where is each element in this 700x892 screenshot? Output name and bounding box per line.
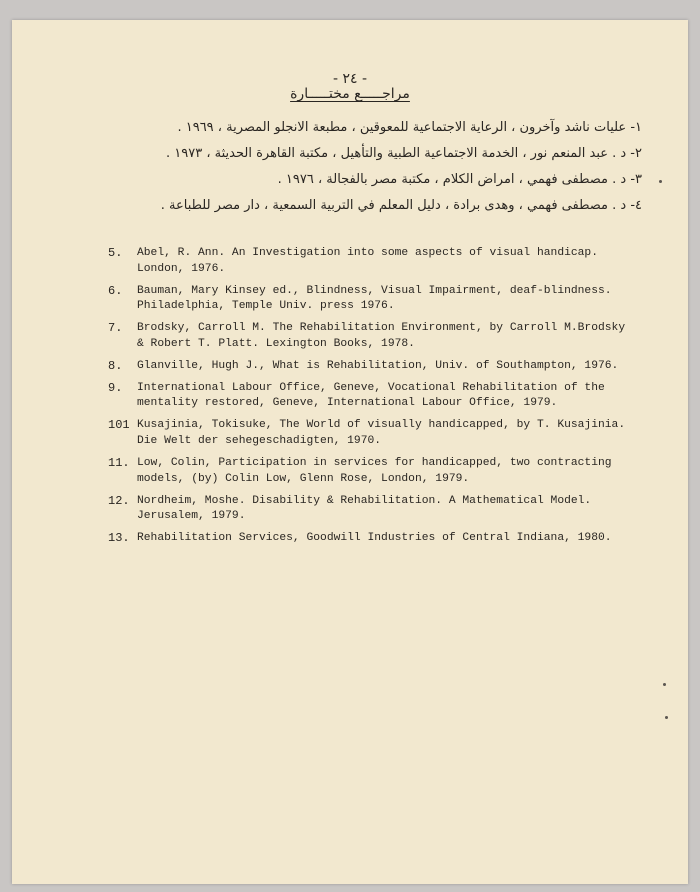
arabic-reference-list bbox=[52, 120, 642, 224]
page-number: - ٢٤ - bbox=[332, 71, 368, 87]
reference-number: 8. bbox=[108, 358, 123, 373]
reference-item bbox=[108, 284, 648, 315]
reference-item bbox=[108, 359, 648, 375]
reference-text: Nordheim, Moshe. Disability & Rehabilitation. A Mathematical Model. Jerusalem, 1979. bbox=[137, 494, 592, 523]
reference-number: 6. bbox=[108, 283, 123, 298]
reference-text: Brodsky, Carroll M. The Rehabilitation Environment, by Carroll M.Brodsky & Robert T. Platt. Lexington Books, 1978. bbox=[137, 322, 626, 350]
arabic-reference-item: ٣- د . مصطفى فهمي ، امراض الكلام ، مكتبة مصر بالفجالة ، ١٩٧٦ . bbox=[277, 172, 642, 187]
reference-item bbox=[108, 321, 648, 352]
paper-speck bbox=[663, 683, 666, 686]
reference-number: 13. bbox=[108, 531, 130, 546]
reference-number: 11. bbox=[108, 456, 130, 471]
reference-number: 12. bbox=[108, 493, 130, 508]
reference-text: Low, Colin, Participation in services for handicapped, two contracting models, (by) Colin Low, Glenn Rose, London, 1979. bbox=[137, 457, 612, 485]
reference-text: Rehabilitation Services, Goodwill Industries of Central Indiana, 1980. bbox=[137, 532, 612, 545]
reference-number: 5. bbox=[108, 246, 123, 260]
reference-item bbox=[108, 531, 648, 547]
reference-item bbox=[108, 456, 648, 487]
paper-speck bbox=[665, 716, 668, 719]
reference-text: Glanville, Hugh J., What is Rehabilitation, Univ. of Southampton, 1976. bbox=[137, 359, 619, 372]
reference-item bbox=[108, 494, 648, 525]
reference-list bbox=[108, 246, 648, 553]
page-title bbox=[12, 86, 688, 102]
reference-number: 7. bbox=[108, 321, 123, 336]
document-page bbox=[12, 20, 688, 884]
reference-number: 9. bbox=[108, 380, 123, 395]
reference-text: Abel, R. Ann. An Investigation into some aspects of visual handicap. London, 1976. bbox=[137, 247, 598, 275]
reference-item bbox=[108, 381, 648, 412]
reference-text: Kusajinia, Tokisuke, The World of visually handicapped, by T. Kusajinia. Die Welt der sehegeschadigten, 1970. bbox=[137, 419, 626, 447]
reference-number: 101 bbox=[108, 418, 130, 433]
reference-text: Bauman, Mary Kinsey ed., Blindness, Visual Impairment, deaf-blindness. Philadelphia, Temple Univ. press 1976. bbox=[137, 284, 612, 313]
reference-text: International Labour Office, Geneve, Vocational Rehabilitation of the mentality restored, Geneve, International Labour Office, 1979. bbox=[137, 381, 605, 410]
page-title-text: مراجـــــع مختـــــارة bbox=[290, 86, 410, 102]
paper-speck bbox=[659, 180, 662, 183]
reference-item bbox=[108, 246, 648, 277]
reference-item bbox=[108, 418, 648, 449]
arabic-reference-item: ٢- د . عبد المنعم نور ، الخدمة الاجتماعية الطبية والتأهيل ، مكتبة القاهرة الحديثة ، ١٩٧٣ . bbox=[165, 146, 642, 161]
arabic-reference-item: ١- عليات ناشد وآخرون ، الرعاية الاجتماعية للمعوقين ، مطبعة الانجلو المصرية ، ١٩٦٩ . bbox=[177, 120, 642, 135]
arabic-reference-item: ٤- د . مصطفى فهمي ، وهدى برادة ، دليل المعلم في التربية السمعية ، دار مصر للطباعة . bbox=[160, 198, 642, 213]
